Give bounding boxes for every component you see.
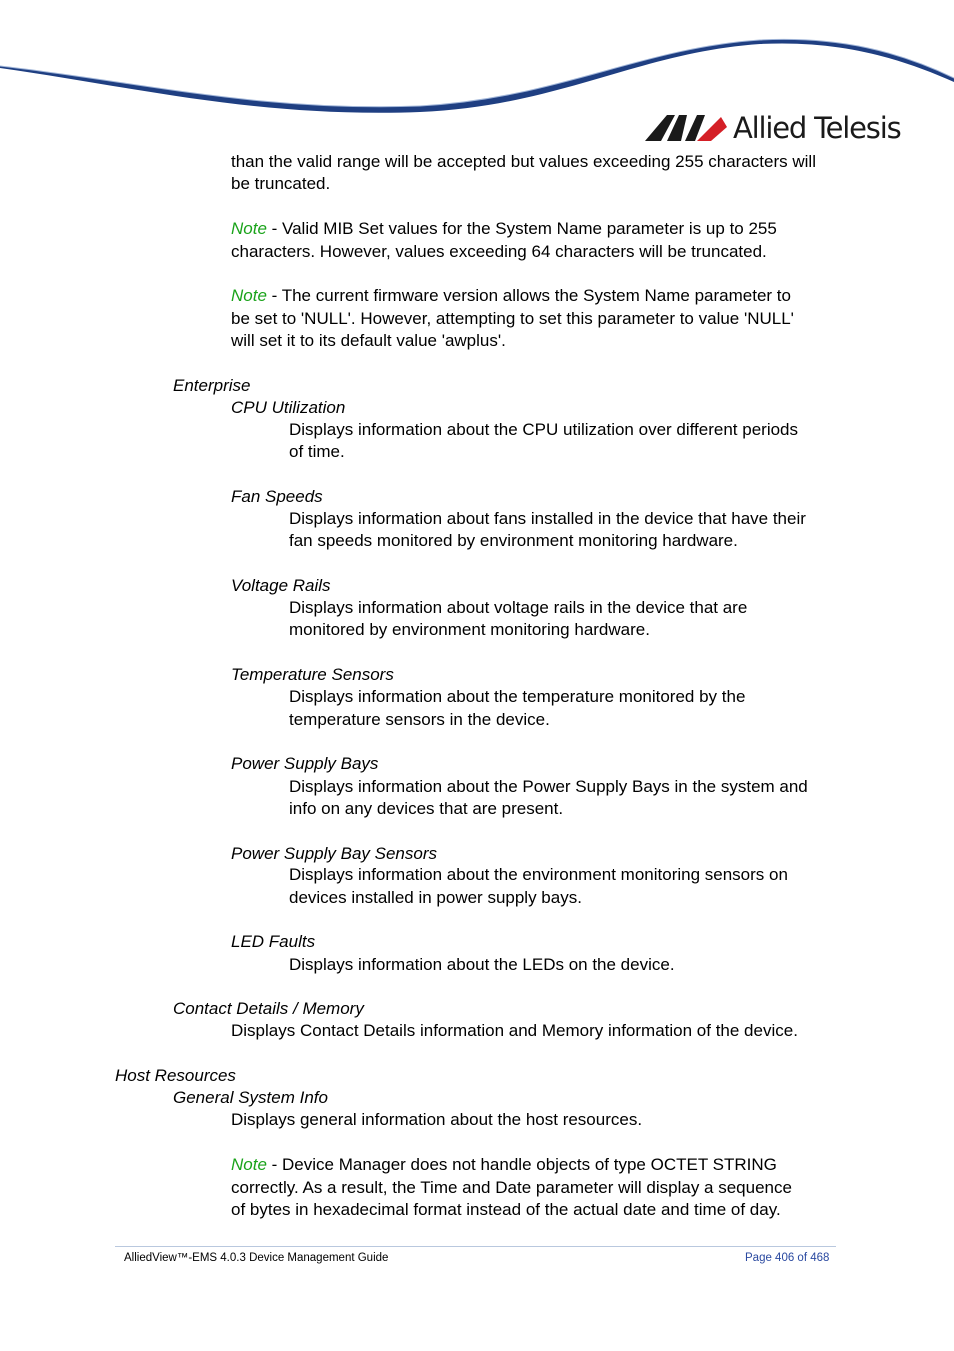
power-supply-bays-desc-1: Displays information about the Power Supply Bays in the system and: [289, 777, 808, 796]
brand-name: Allied Telesis: [733, 111, 901, 145]
note-octet-string: Note - Device Manager does not handle objects of type OCTET STRING: [231, 1155, 777, 1174]
heading-power-supply-bays: Power Supply Bays: [231, 754, 379, 773]
heading-led-faults: LED Faults: [231, 932, 316, 951]
power-supply-bays-desc-2: info on any devices that are present.: [289, 799, 564, 818]
heading-enterprise: Enterprise: [173, 376, 251, 395]
power-supply-bay-sensors-desc-1: Displays information about the environment monitoring sensors on: [289, 865, 788, 884]
allied-telesis-logo: [645, 108, 900, 148]
contact-details-memory-desc-1: Displays Contact Details information and Memory information of the device.: [231, 1021, 798, 1040]
footer-document-title: AlliedView™-EMS 4.0.3 Device Management Guide: [124, 1252, 389, 1264]
note-octet-string-line-2: correctly. As a result, the Time and Date parameter will display a sequence: [231, 1178, 792, 1197]
cpu-utilization-desc-2: of time.: [289, 442, 345, 461]
temperature-sensors-desc-1: Displays information about the temperature monitored by the: [289, 687, 746, 706]
voltage-rails-desc-1: Displays information about voltage rails in the device that are: [289, 598, 748, 617]
note-system-name-null-line-3: will set it to its default value 'awplus'.: [231, 331, 506, 350]
heading-fan-speeds: Fan Speeds: [231, 487, 323, 506]
voltage-rails-desc-2: monitored by environment monitoring hardware.: [289, 620, 650, 639]
footer-divider: [115, 1246, 836, 1247]
led-faults-desc-1: Displays information about the LEDs on the device.: [289, 955, 675, 974]
fan-speeds-desc-2: fan speeds monitored by environment monitoring hardware.: [289, 531, 738, 550]
heading-contact-details-memory: Contact Details / Memory: [173, 999, 364, 1018]
power-supply-bay-sensors-desc-2: devices installed in power supply bays.: [289, 888, 582, 907]
general-system-info-desc-1: Displays general information about the host resources.: [231, 1110, 643, 1129]
note-system-name-null: Note - The current firmware version allows the System Name parameter to: [231, 286, 791, 305]
intro-line-1: than the valid range will be accepted but values exceeding 255 characters will: [231, 152, 816, 171]
heading-voltage-rails: Voltage Rails: [231, 576, 331, 595]
note-octet-string-line-3: of bytes in hexadecimal format instead of the actual date and time of day.: [231, 1200, 781, 1219]
temperature-sensors-desc-2: temperature sensors in the device.: [289, 710, 550, 729]
note-label: Note: [231, 1155, 267, 1174]
heading-cpu-utilization: CPU Utilization: [231, 398, 346, 417]
cpu-utilization-desc-1: Displays information about the CPU utilization over different periods: [289, 420, 799, 439]
footer-page-number: Page 406 of 468: [745, 1252, 830, 1264]
note-system-name-null-line-2: be set to 'NULL'. However, attempting to set this parameter to value 'NULL': [231, 309, 794, 328]
note-system-name-range: Note - Valid MIB Set values for the System Name parameter is up to 255: [231, 219, 777, 238]
fan-speeds-desc-1: Displays information about fans installed in the device that have their: [289, 509, 806, 528]
note-system-name-range-line-2: characters. However, values exceeding 64 characters will be truncated.: [231, 242, 767, 261]
heading-temperature-sensors: Temperature Sensors: [231, 665, 394, 684]
heading-host-resources: Host Resources: [115, 1066, 236, 1085]
note-label: Note: [231, 219, 267, 238]
allied-telesis-mark-icon: [645, 113, 727, 143]
heading-general-system-info: General System Info: [173, 1088, 328, 1107]
note-label: Note: [231, 286, 267, 305]
intro-line-2: be truncated.: [231, 174, 331, 193]
heading-power-supply-bay-sensors: Power Supply Bay Sensors: [231, 844, 437, 863]
